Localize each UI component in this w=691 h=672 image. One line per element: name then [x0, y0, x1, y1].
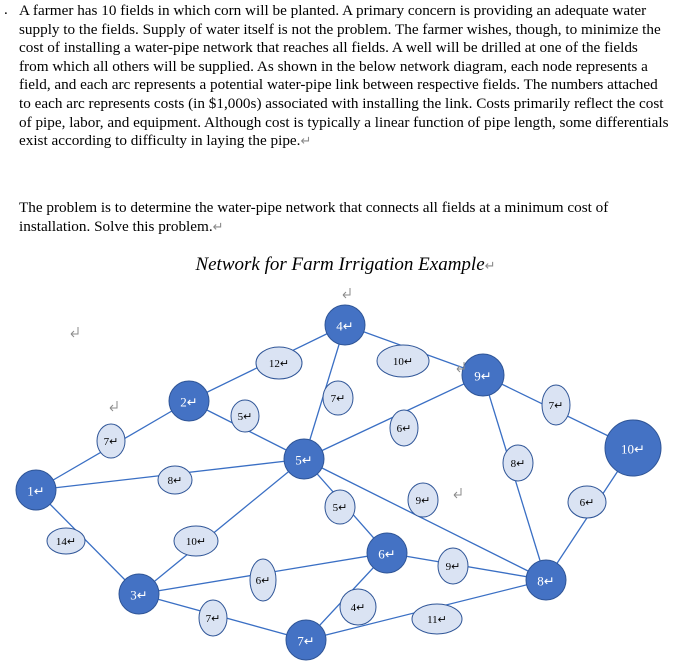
- field-node-4: [325, 305, 365, 345]
- cost-value: 9↵: [415, 495, 431, 507]
- node-label: 8↵: [537, 573, 555, 589]
- cost-value: 7↵: [205, 613, 221, 625]
- cost-value: 14↵: [55, 536, 77, 548]
- node-label: 10↵: [621, 441, 645, 457]
- cost-value: 8↵: [510, 458, 526, 470]
- arc-cost-label: [340, 589, 376, 625]
- arc-cost-label: [256, 347, 302, 379]
- return-arrow-icon: [71, 288, 464, 498]
- arc-cost-label: [377, 345, 429, 377]
- arc-cost-label: [47, 528, 85, 554]
- arc-cost-label: [568, 486, 606, 518]
- node-label: 4↵: [336, 318, 354, 334]
- paragraph-mark: ↵: [212, 219, 224, 235]
- field-node-7: [286, 620, 326, 660]
- cost-value: 11↵: [427, 614, 447, 626]
- arc-cost-label: [199, 600, 227, 636]
- arc-cost-label: [325, 490, 355, 524]
- arc-cost-label: [390, 410, 418, 446]
- field-node-3: [119, 574, 159, 614]
- node-label: 7↵: [297, 633, 315, 649]
- cost-value: 8↵: [167, 475, 183, 487]
- node-layer: [16, 305, 661, 660]
- node-label: 5↵: [295, 452, 313, 468]
- cost-value: 6↵: [579, 497, 595, 509]
- node-label: 2↵: [180, 394, 198, 410]
- arc-cost-label: [231, 400, 259, 432]
- cost-value: 10↵: [392, 356, 414, 368]
- arc-cost-label: [158, 466, 192, 494]
- field-node-10: [605, 420, 661, 476]
- arc-cost-label: [438, 548, 468, 584]
- cost-value: 9↵: [445, 561, 461, 573]
- cost-value: 7↵: [103, 436, 119, 448]
- paragraph-text: The problem is to determine the water-pipe network that connects all fields at a minimum cost of installation. Solve this problem.: [19, 199, 609, 235]
- paragraph-mark: ↵: [484, 259, 496, 274]
- list-bullet: .: [4, 2, 8, 18]
- cost-value: 6↵: [255, 575, 271, 587]
- field-node-6: [367, 533, 407, 573]
- arc-cost-label: [542, 385, 570, 425]
- arc-cost-label: [408, 483, 438, 517]
- cost-value: 10↵: [185, 536, 207, 548]
- field-node-2: [169, 381, 209, 421]
- arc-cost-label: [250, 559, 276, 601]
- node-label: 6↵: [378, 546, 396, 562]
- cost-value: 12↵: [268, 358, 290, 370]
- paragraph-mark: ↵: [300, 134, 312, 150]
- arc-cost-label: [412, 604, 462, 634]
- arc-cost-label: [503, 445, 533, 481]
- cost-value: 4↵: [350, 602, 366, 614]
- cost-value: 5↵: [237, 411, 253, 423]
- field-node-5: [284, 439, 324, 479]
- node-label: 9↵: [474, 368, 492, 384]
- figure-title-text: Network for Farm Irrigation Example: [195, 254, 485, 275]
- cost-value: 7↵: [548, 400, 564, 412]
- cost-value: 7↵: [330, 393, 346, 405]
- arc-cost-label: [323, 381, 353, 415]
- cost-value: 5↵: [332, 502, 348, 514]
- field-node-9: [462, 354, 504, 396]
- arc-cost-label: [174, 526, 218, 556]
- field-node-1: [16, 470, 56, 510]
- paragraph-text: A farmer has 10 fields in which corn will be planted. A primary concern is providing an adequate water supply to the fields. Supply of water itself is not the problem. The farmer wishes, though, to minimize the cost of installing a water-pipe network that reaches all fields. A well will be drilled at one of the fields from which all others will be supplied. As shown in the below network diagram, each node represents a field, and each arc represents a potential water-pipe link between respective fields. The numbers attached to each arc represents costs (in $1,000s) associated with installing the link. Costs primarily reflect the cost of pipe, labor, and equipment. Although cost is typically a linear function of pipe length, some differentials exist according to difficulty in laying the pipe.: [19, 2, 669, 150]
- field-node-8: [526, 560, 566, 600]
- node-label: 3↵: [130, 587, 148, 603]
- node-label: 1↵: [27, 483, 45, 499]
- arc-cost-label: [97, 424, 125, 458]
- cost-value: 6↵: [396, 423, 412, 435]
